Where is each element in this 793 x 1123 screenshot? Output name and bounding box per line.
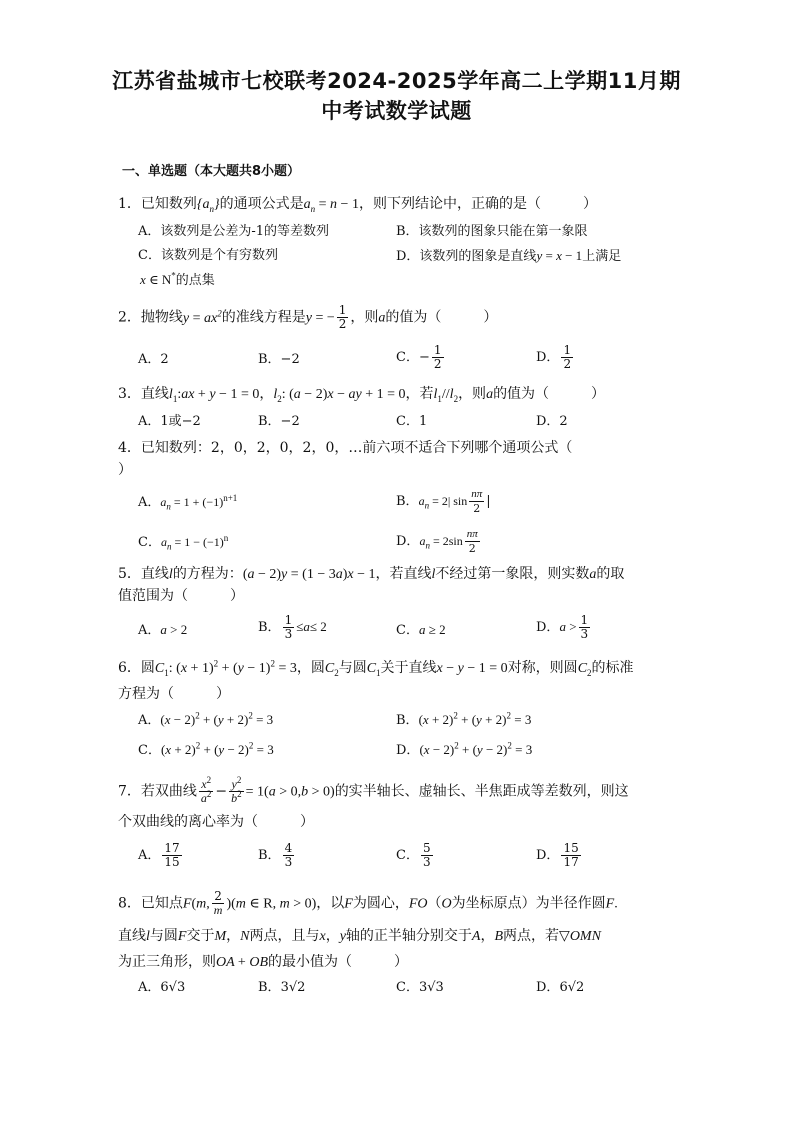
question-5-option-d: D．a > $\frac{1}{3}$ bbox=[536, 613, 589, 641]
question-2-option-a: A．2 bbox=[138, 352, 169, 367]
section-heading: 一、单选题（本大题共8小题） bbox=[122, 164, 301, 179]
question-5-stem: 5．直线l的方程为：(a − 2)y = (1 − 3a)x − 1，若直线l不经过第一象限，则实数a的取 bbox=[118, 566, 625, 582]
question-6-option-a: A．$(x - 2)^2 + (y + 2)^2 = 3$ bbox=[138, 710, 274, 728]
question-6-option-d: D．$(x - 2)^2 + (y - 2)^2 = 3$ bbox=[396, 740, 533, 758]
question-4-option-c: C．$a_n = 1 - (-1)^n$ bbox=[138, 533, 229, 552]
question-1-option-d-cont: x ∈ N*的点集 bbox=[140, 270, 215, 288]
question-3-option-c: C．1 bbox=[396, 414, 428, 429]
question-4-option-b: B．$a_n = 2|$ sin $\frac{n\pi}{2}$ | bbox=[396, 488, 491, 515]
question-2-option-c: C．− $\frac{1}{2}$ bbox=[396, 343, 442, 371]
question-5-stem-cont: 值范围为（ ） bbox=[118, 588, 244, 604]
question-4-option-a: A．$a_n = 1 + (-1)^{n+1}$ bbox=[138, 493, 238, 512]
question-8-stem-cont-2: 为正三角形，则OA + OB的最小值为（ ） bbox=[118, 954, 408, 970]
question-1-stem: 1．已知数列$\{a_n\}$的通项公式是$a_n = n - 1$，则下列结论中，正确的是（ ） bbox=[118, 196, 597, 214]
question-5-option-c: C．a ≥ 2 bbox=[396, 622, 446, 638]
question-8-stem-cont: 直线l与圆F交于M，N两点，且与x，y轴的正半轴分别交于A，B两点，若▽OMN bbox=[118, 928, 601, 944]
question-8-stem: 8．已知点F(m, $\frac{2}{m}$ )(m ∈ R, m > 0)，以F为圆心，FO（O为坐标原点）为半径作圆F. bbox=[118, 889, 618, 917]
question-3-stem: 3．直线$l_1:ax + y - 1 = 0$，$l_2$: (a − 2)x − ay + 1 = 0，若$l_1//l_2$，则a的值为（ ） bbox=[118, 386, 606, 404]
question-3-option-b: B．−2 bbox=[258, 414, 300, 429]
question-6-option-c: C．$(x + 2)^2 + (y - 2)^2 = 3$ bbox=[138, 740, 274, 758]
question-3-option-a: A．1或−2 bbox=[138, 414, 201, 429]
question-2-stem: 2．抛物线$y = ax^2$的准线方程是y = − $\frac{1}{2}$ ，则a的值为（ ） bbox=[118, 303, 498, 331]
question-4-stem: 4．已知数列：2，0，2，0，2，0，…前六项不适合下列哪个通项公式（ bbox=[118, 440, 573, 456]
question-3-option-d: D．2 bbox=[536, 414, 568, 429]
question-2-option-d: D． $\frac{1}{2}$ bbox=[536, 343, 572, 371]
question-1-option-b: B．该数列的图象只能在第一象限 bbox=[396, 224, 588, 239]
question-7-option-c: C． $\frac{5}{3}$ bbox=[396, 841, 431, 869]
question-8-option-a: A．6√3 bbox=[138, 980, 186, 995]
question-6-stem-cont: 方程为（ ） bbox=[118, 686, 230, 702]
question-6-option-b: B．$(x + 2)^2 + (y + 2)^2 = 3$ bbox=[396, 710, 532, 728]
question-1-option-a: A．该数列是公差为-1的等差数列 bbox=[138, 224, 330, 239]
question-7-option-a: A． $\frac{17}{15}$ bbox=[138, 841, 180, 869]
question-7-stem-cont: 个双曲线的离心率为（ ） bbox=[118, 814, 314, 830]
question-5-option-a: A．a > 2 bbox=[138, 622, 188, 638]
title-line-1: 江苏省盐城市七校联考2024-2025学年高二上学期11月期 bbox=[112, 69, 681, 93]
question-7-option-d: D． $\frac{15}{17}$ bbox=[536, 841, 579, 869]
question-8-option-b: B．3√2 bbox=[258, 980, 306, 995]
question-8-option-c: C．3√3 bbox=[396, 980, 444, 995]
question-2-option-b: B．−2 bbox=[258, 352, 300, 367]
question-1-option-c: C．该数列是个有穷数列 bbox=[138, 248, 278, 263]
question-7-option-b: B． $\frac{4}{3}$ bbox=[258, 841, 293, 869]
question-6-stem: 6．圆$C_1$: $(x + 1)^2 + (y - 1)^2 = 3$，圆$C_2$与圆$C_1$关于直线x − y − 1 = 0对称，则圆$C_2$的标准 bbox=[118, 658, 634, 678]
question-1-option-d: D．该数列的图象是直线y = x − 1上满足 bbox=[396, 248, 622, 264]
question-4-option-d: D．$a_n = 2\sin$ $\frac{n\pi}{2}$ bbox=[396, 528, 478, 555]
question-8-option-d: D．6√2 bbox=[536, 980, 585, 995]
question-4-stem-cont: ） bbox=[118, 462, 132, 478]
question-7-stem: 7．若双曲线 $\frac{x^2}{a^2}$ − $\frac{y^2}{b^2}$ = 1(a > 0,b > 0)的实半轴长、虚轴长、半焦距成等差数列，则这 bbox=[118, 775, 629, 805]
title-line-2: 中考试数学试题 bbox=[321, 99, 472, 123]
question-5-option-b: B． $\frac{1}{3}$ ≤a≤ 2 bbox=[258, 613, 327, 641]
